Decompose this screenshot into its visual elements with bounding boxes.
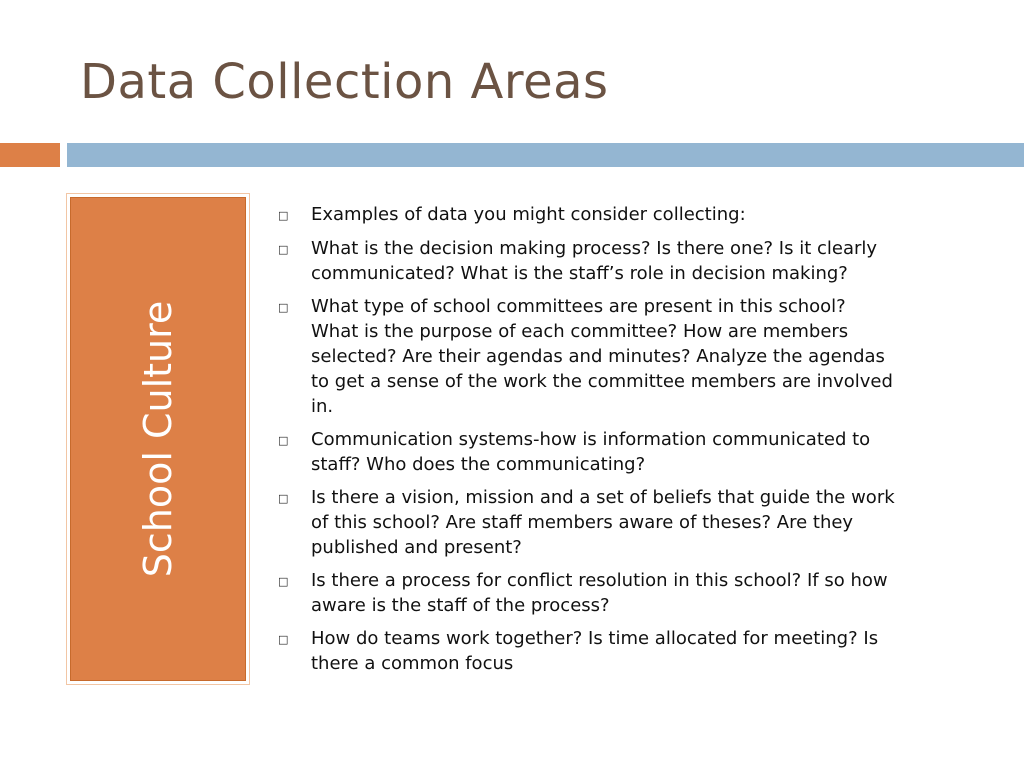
side-label: School Culture (136, 300, 180, 578)
side-panel-fill (70, 197, 246, 681)
bullet-marker-icon: □ (278, 492, 289, 505)
bullet-list (278, 202, 982, 684)
bullet-text: Examples of data you might consider collecting: (311, 204, 746, 225)
bullet-marker-icon: □ (278, 209, 289, 222)
slide-title: Data Collection Areas (80, 54, 609, 110)
bullet-item (278, 568, 982, 618)
bullet-text: What type of school committees are present in this school? What is the purpose of each committee? How are members selected? Are their agendas and minutes? Analyze the agendas to get a sense of the work the committee members are involved in. (311, 296, 893, 417)
bullet-text: Is there a vision, mission and a set of beliefs that guide the work of this school? Are staff members aware of theses? Are they published and present? (311, 487, 895, 558)
title-rule-blue (67, 143, 1024, 167)
bullet-marker-icon: □ (278, 434, 289, 447)
bullet-marker-icon: □ (278, 243, 289, 256)
bullet-item (278, 427, 982, 477)
title-rule-orange (0, 143, 60, 167)
bullet-item (278, 626, 982, 676)
bullet-marker-icon: □ (278, 301, 289, 314)
bullet-text: What is the decision making process? Is there one? Is it clearly communicated? What is the staff’s role in decision making? (311, 238, 878, 284)
bullet-item (278, 236, 982, 286)
bullet-marker-icon: □ (278, 575, 289, 588)
side-panel (66, 193, 250, 685)
bullet-text: Is there a process for conflict resolution in this school? If so how aware is the staff of the process? (311, 570, 888, 616)
bullet-text: Communication systems-how is information communicated to staff? Who does the communicating? (311, 429, 871, 475)
bullet-text: How do teams work together? Is time allocated for meeting? Is there a common focus (311, 628, 879, 674)
bullet-item (278, 485, 982, 560)
bullet-marker-icon: □ (278, 633, 289, 646)
bullet-item (278, 294, 982, 419)
bullet-item (278, 202, 982, 228)
